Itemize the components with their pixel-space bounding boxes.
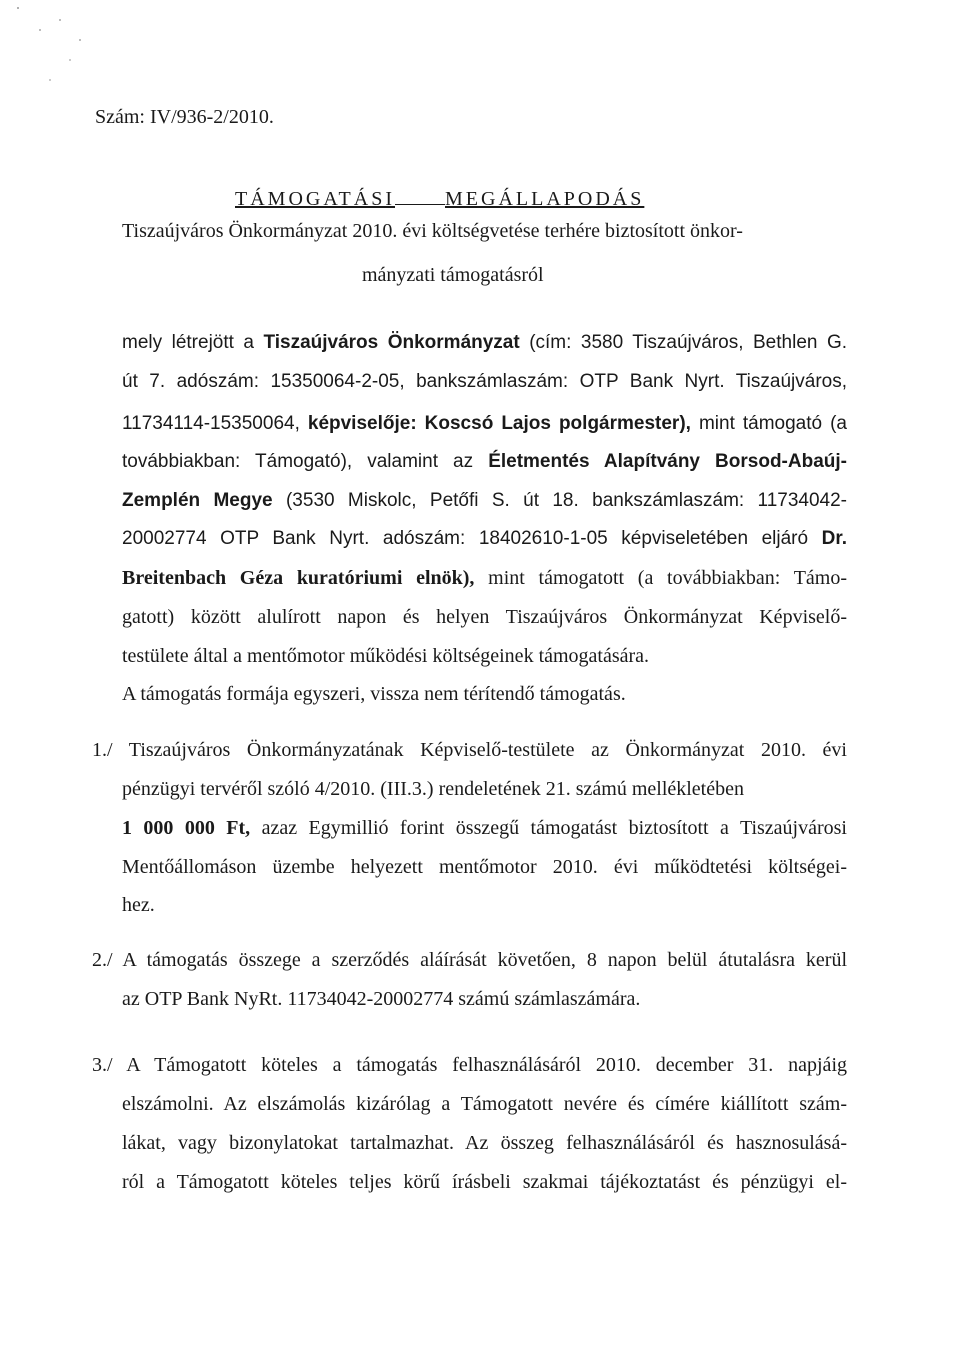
section-1-line-2: pénzügyi tervéről szóló 4/2010. (III.3.) rendeletének 21. számú mellékletében xyxy=(122,778,744,800)
intro-line-4: továbbiakban: Támogató), valamint az Életmentés Alapítvány Borsod-Abaúj- xyxy=(122,451,847,472)
support-amount: 1 000 000 Ft, xyxy=(122,817,251,839)
intro-line-3: 11734114-15350064, képviselője: Koscsó Lajos polgármester), mint támogató (a xyxy=(122,413,847,434)
intro-line-7: Breitenbach Géza kuratóriumi elnök), mint támogatott (a továbbiakban: Támo- xyxy=(122,567,848,589)
intro-line-5: Zemplén Megye (3530 Miskolc, Petőfi S. út 18. bankszámlaszám: 11734042- xyxy=(122,490,847,511)
document-title xyxy=(235,186,745,211)
section-1-line-5: hez. xyxy=(122,894,155,916)
intro-line-9: testülete által a mentőmotor működési költségeinek támogatására. xyxy=(122,645,650,667)
section-3-line-2: elszámolni. Az elszámolás kizárólag a Támogatott nevére és címére kiállított szám- xyxy=(122,1093,847,1115)
section-1-line-4: Mentőállomáson üzembe helyezett mentőmotor 2010. évi működtetési költségei- xyxy=(122,856,847,878)
intro-line-1: mely létrejött a Tiszaújváros Önkormányzat (cím: 3580 Tiszaújváros, Bethlen G. xyxy=(122,332,847,353)
scan-specks xyxy=(0,0,120,110)
section-1-line-1: 1./ Tiszaújváros Önkormányzatának Képviselő-testülete az Önkormányzat 2010. évi xyxy=(92,739,847,761)
party-name-1: Tiszaújváros Önkormányzat xyxy=(263,332,520,353)
reference-number: Szám: IV/936-2/2010. xyxy=(95,106,274,128)
section-3-line-1: 3./ A Támogatott köteles a támogatás felhasználásáról 2010. december 31. napjáig xyxy=(92,1054,847,1076)
title-word-1: TÁMOGATÁSI xyxy=(235,188,395,210)
representative-1: képviselője: Koscsó Lajos polgármester), xyxy=(307,413,691,434)
intro-line-6: 20002774 OTP Bank Nyrt. adószám: 18402610-1-05 képviseletében eljáró Dr. xyxy=(122,528,847,549)
section-1-line-3: 1 000 000 Ft, azaz Egymillió forint összegű támogatást biztosított a Tiszaújvárosi xyxy=(122,817,847,839)
title-word-2: MEGÁLLAPODÁS xyxy=(445,188,645,210)
intro-line-8: gatott) között alulírott napon és helyen Tiszaújváros Önkormányzat Képviselő- xyxy=(122,606,847,628)
subtitle-line-1: Tiszaújváros Önkormányzat 2010. évi költségvetése terhére biztosított önkor- xyxy=(122,220,743,242)
subtitle-line-2: mányzati támogatásról xyxy=(362,264,544,286)
support-form: A támogatás formája egyszeri, vissza nem térítendő támogatás. xyxy=(122,683,626,705)
section-2-line-1: 2./ A támogatás összege a szerződés aláírását követően, 8 napon belül átutalásra kerül xyxy=(92,949,847,971)
party-name-2: Életmentés Alapítvány Borsod-Abaúj- xyxy=(488,451,847,472)
section-3-line-4: ról a Támogatott köteles teljes körű írásbeli szakmai tájékoztatást és pénzügyi el- xyxy=(122,1171,847,1193)
section-2-line-2: az OTP Bank NyRt. 11734042-20002774 számú számlaszámára. xyxy=(122,988,641,1010)
intro-line-2: út 7. adószám: 15350064-2-05, bankszámlaszám: OTP Bank Nyrt. Tiszaújváros, xyxy=(122,371,847,392)
section-3-line-3: lákat, vagy bizonylatokat tartalmazhat. Az összeg felhasználásáról és hasznosulásá- xyxy=(122,1132,847,1154)
representative-2: Breitenbach Géza kuratóriumi elnök), xyxy=(122,567,475,589)
